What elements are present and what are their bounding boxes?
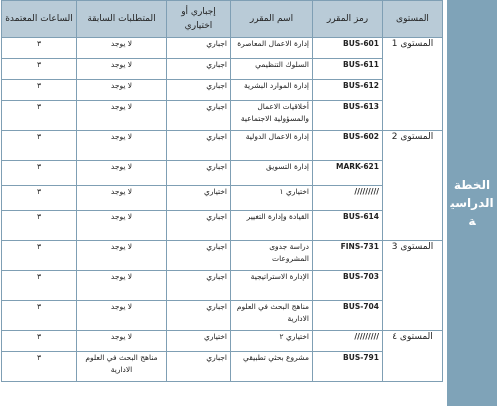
header-type: إجباري أو اختياري (167, 1, 231, 38)
course-credits: ٣ (2, 101, 77, 131)
header-code: رمز المقرر (313, 1, 383, 38)
course-credits: ٣ (2, 241, 77, 271)
course-code: FINS-731 (313, 241, 383, 271)
course-code: BUS-612 (313, 80, 383, 101)
course-prereq: لا يوجد (77, 211, 167, 241)
table-row (2, 352, 443, 382)
course-code: BUS-602 (313, 131, 383, 161)
course-code: BUS-611 (313, 59, 383, 80)
course-type: اختياري (167, 331, 231, 352)
course-code: BUS-601 (313, 38, 383, 59)
course-type: اجباري (167, 38, 231, 59)
course-name: القيادة وإدارة التغيير (231, 211, 313, 241)
course-type: اجباري (167, 80, 231, 101)
course-prereq: مناهج البحث في العلوم الادارية (77, 352, 167, 382)
table-row (2, 131, 443, 161)
course-prereq: لا يوجد (77, 301, 167, 331)
course-name: اختياري ٢ (231, 331, 313, 352)
study-plan-table (1, 0, 443, 382)
course-prereq: لا يوجد (77, 38, 167, 59)
table-row (2, 101, 443, 131)
table-row (2, 38, 443, 59)
course-credits: ٣ (2, 211, 77, 241)
table-row (2, 80, 443, 101)
course-name: الإدارة الاستراتيجية (231, 271, 313, 301)
level-cell: المستوى 2 (383, 131, 443, 241)
course-type: اجباري (167, 161, 231, 186)
course-type: اجباري (167, 241, 231, 271)
course-credits: ٣ (2, 161, 77, 186)
course-type: اجباري (167, 271, 231, 301)
course-type: اجباري (167, 101, 231, 131)
table-row (2, 211, 443, 241)
course-type: اجباري (167, 131, 231, 161)
course-type: اجباري (167, 352, 231, 382)
course-credits: ٣ (2, 131, 77, 161)
course-name: السلوك التنظيمي (231, 59, 313, 80)
course-code: BUS-614 (313, 211, 383, 241)
header-credits: الساعات المعتمدة (2, 1, 77, 38)
course-code: BUS-704 (313, 301, 383, 331)
level-cell: المستوى ٤ (383, 331, 443, 382)
course-prereq: لا يوجد (77, 186, 167, 211)
course-name: إدارة الاعمال المعاصرة (231, 38, 313, 59)
header-name: اسم المقرر (231, 1, 313, 38)
course-name: إدارة الموارد البشرية (231, 80, 313, 101)
course-credits: ٣ (2, 80, 77, 101)
level-cell: المستوى 1 (383, 38, 443, 131)
course-code: ///////// (313, 186, 383, 211)
level-cell: المستوى 3 (383, 241, 443, 331)
course-type: اجباري (167, 211, 231, 241)
course-credits: ٣ (2, 352, 77, 382)
header-level: المستوى (383, 1, 443, 38)
course-prereq: لا يوجد (77, 331, 167, 352)
study-plan-sidebar (443, 0, 497, 406)
course-prereq: لا يوجد (77, 131, 167, 161)
course-prereq: لا يوجد (77, 241, 167, 271)
course-prereq: لا يوجد (77, 271, 167, 301)
course-name: إدارة التسويق (231, 161, 313, 186)
course-name: مناهج البحث في العلوم الادارية (231, 301, 313, 331)
table-row (2, 59, 443, 80)
table-row (2, 186, 443, 211)
course-code: MARK-621 (313, 161, 383, 186)
course-type: اختياري (167, 186, 231, 211)
course-type: اجباري (167, 301, 231, 331)
course-prereq: لا يوجد (77, 101, 167, 131)
course-prereq: لا يوجد (77, 59, 167, 80)
course-credits: ٣ (2, 59, 77, 80)
course-name: أخلاقيات الاعمال والمسؤولية الاجتماعية (231, 101, 313, 131)
table-row (2, 271, 443, 301)
table-row (2, 161, 443, 186)
course-credits: ٣ (2, 331, 77, 352)
course-prereq: لا يوجد (77, 80, 167, 101)
table-row (2, 241, 443, 271)
table-row (2, 301, 443, 331)
course-prereq: لا يوجد (77, 161, 167, 186)
sidebar-title: الخطة الدراسية (450, 178, 494, 228)
table-row (2, 331, 443, 352)
header-prereq: المتطلبات السابقة (77, 1, 167, 38)
course-name: إدارة الاعمال الدولية (231, 131, 313, 161)
course-credits: ٣ (2, 301, 77, 331)
course-name: اختياري ١ (231, 186, 313, 211)
course-name: دراسة جدوى المشروعات (231, 241, 313, 271)
course-code: BUS-791 (313, 352, 383, 382)
course-code: BUS-703 (313, 271, 383, 301)
course-credits: ٣ (2, 271, 77, 301)
course-code: BUS-613 (313, 101, 383, 131)
table-header-row (2, 1, 443, 38)
course-code: ///////// (313, 331, 383, 352)
course-type: اجباري (167, 59, 231, 80)
course-credits: ٣ (2, 38, 77, 59)
course-name: مشروع بحثي تطبيقي (231, 352, 313, 382)
course-credits: ٣ (2, 186, 77, 211)
